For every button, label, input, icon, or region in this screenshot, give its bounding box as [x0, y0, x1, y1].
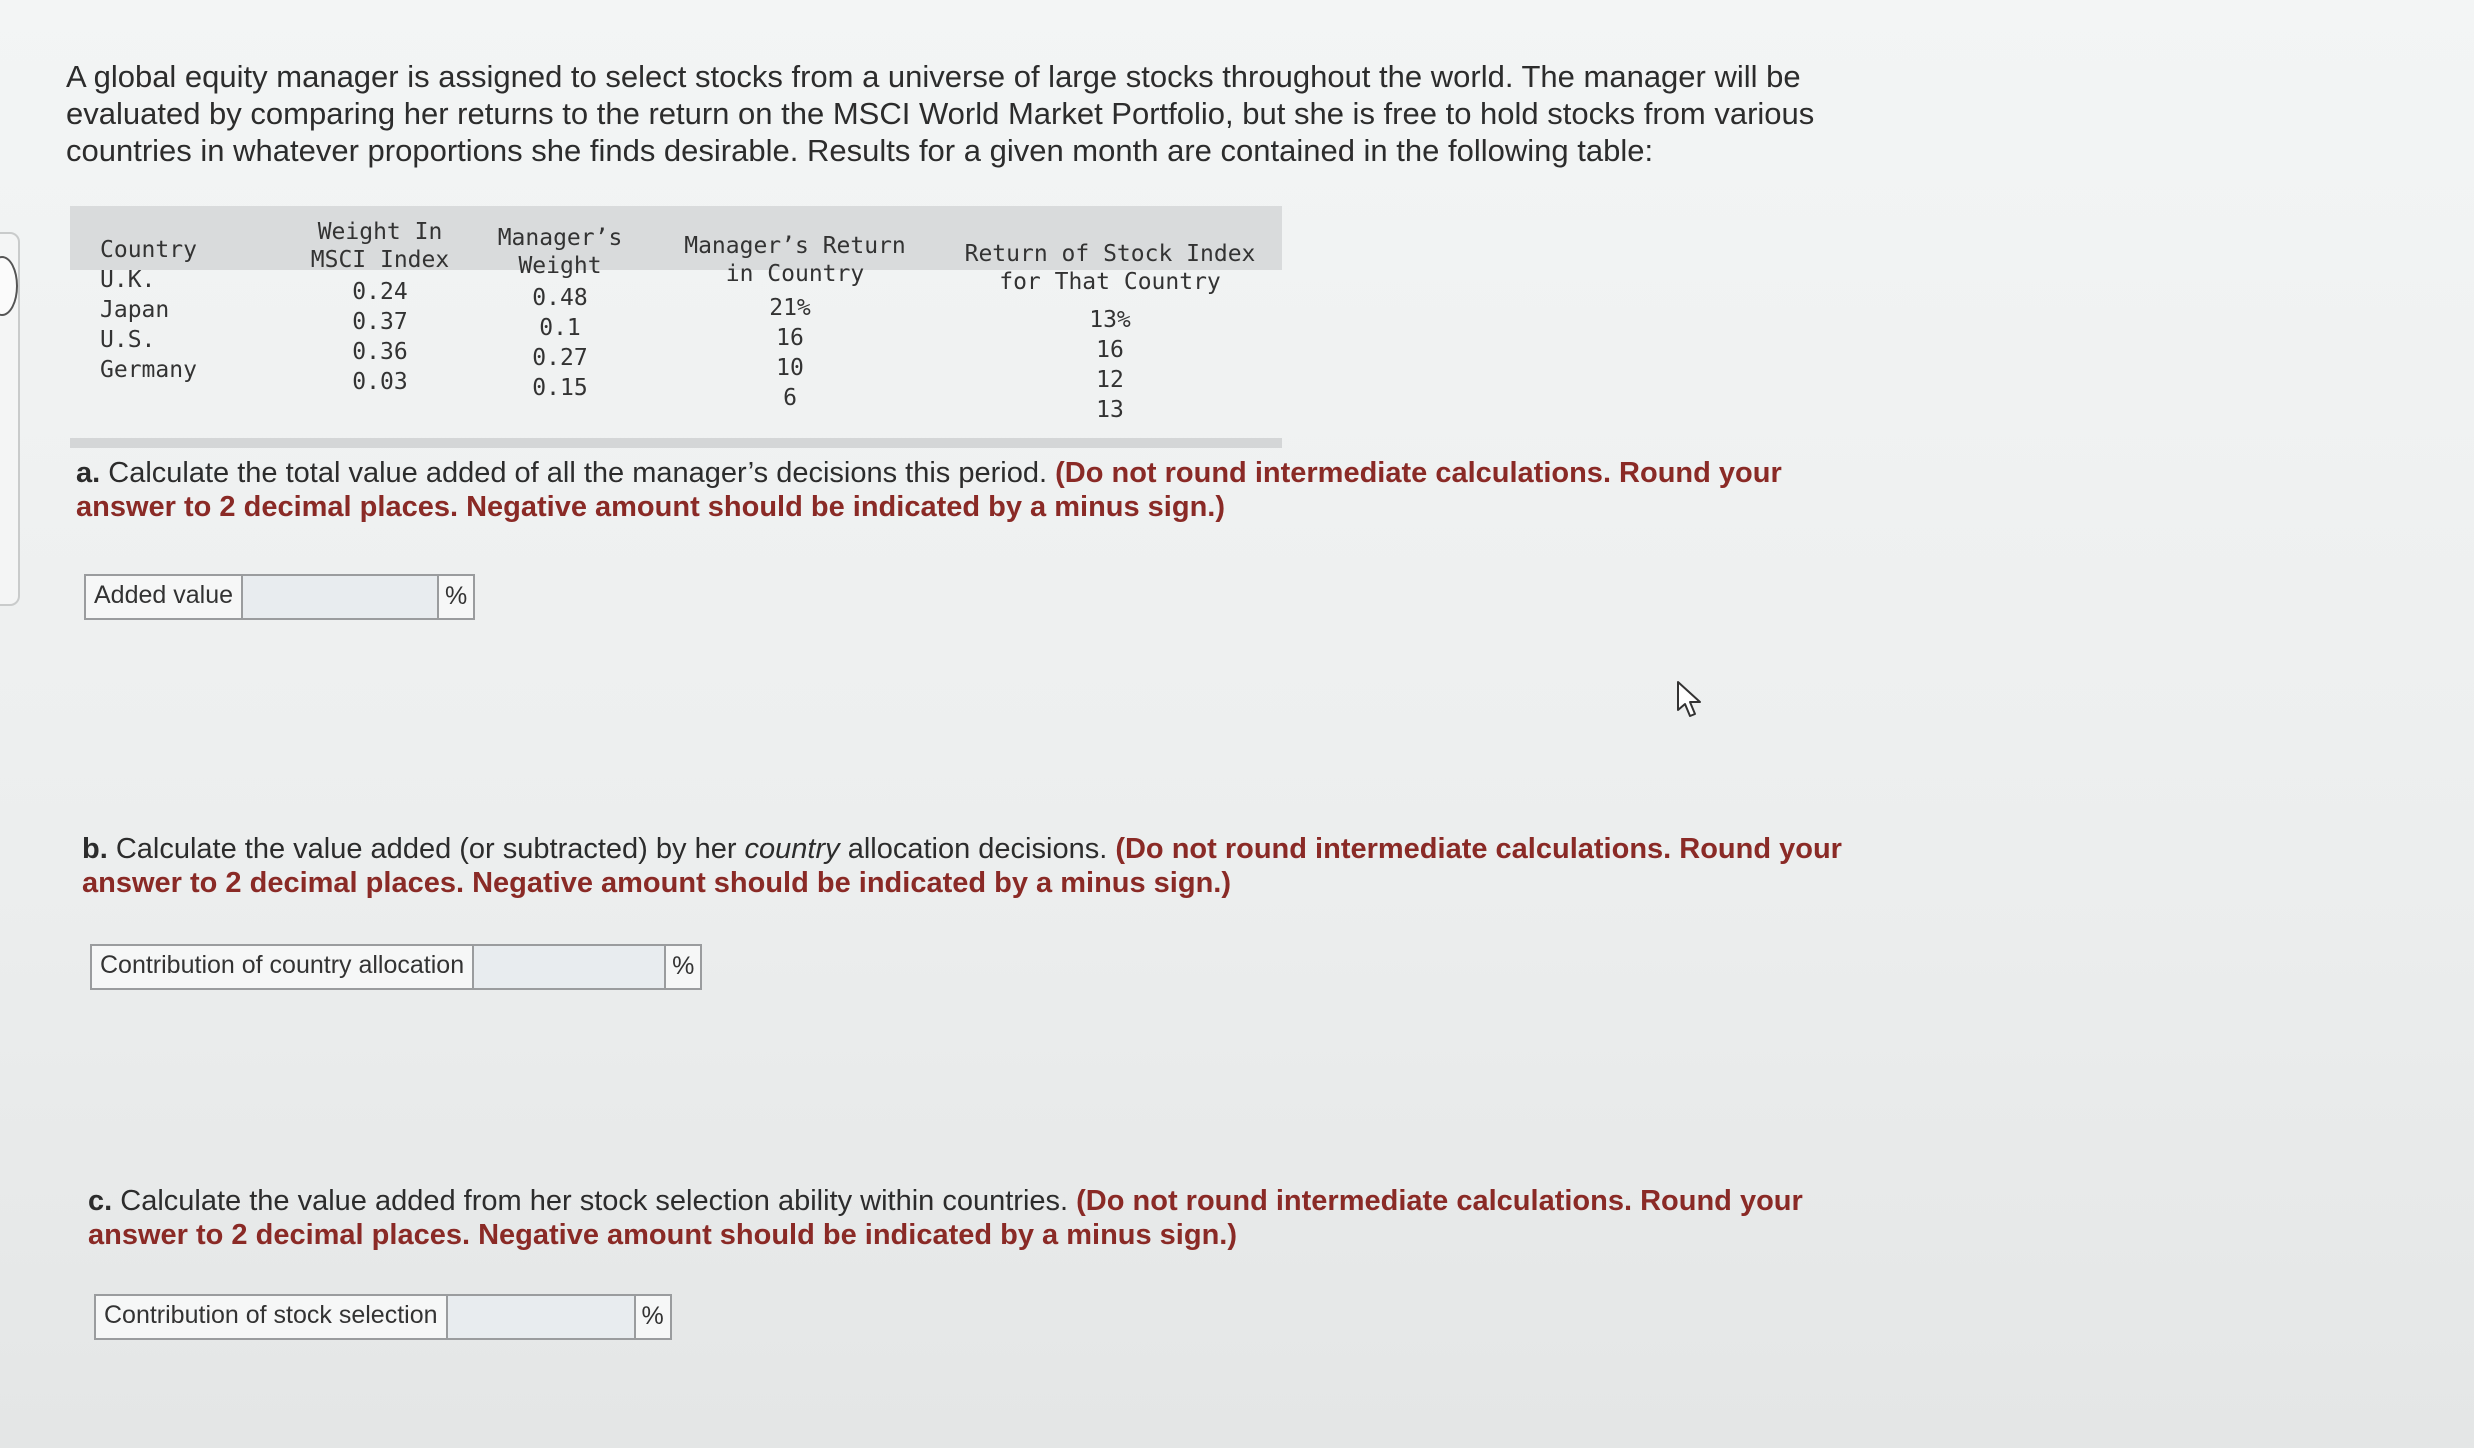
problem-intro: A global equity manager is assigned to select stocks from a universe of large stocks throughout the world. The manager will be evaluated by comparing her returns to the return on the MSCI World Market Portfolio, but she is free to hold stocks from various countries in whatever proportions she finds desirable. Results for a given month are contained in the following table: — [66, 59, 1815, 168]
header-manager-return-line1: Manager’s Return — [684, 233, 906, 259]
cell-msci-weight: 0.36 — [352, 339, 408, 365]
country-allocation-label: Contribution of country allocation — [92, 946, 474, 988]
cell-manager-weight: 0.1 — [539, 315, 581, 341]
mouse-cursor-icon — [1676, 680, 1704, 720]
table-bottom-rule — [70, 438, 1282, 448]
header-msci-weight-line2: MSCI Index — [310, 247, 450, 273]
header-msci-weight-line1: Weight In — [317, 219, 443, 245]
cell-index-return: 13% — [1089, 307, 1131, 333]
question-c-text: Calculate the value added from her stock selection ability within countries. — [120, 1185, 1069, 1217]
question-a — [76, 456, 1836, 524]
percent-unit: % — [672, 952, 695, 980]
header-country: Country — [100, 237, 197, 263]
question-b-text-after: allocation decisions. — [847, 833, 1108, 865]
cell-manager-weight: 0.27 — [532, 345, 588, 371]
cell-index-return: 12 — [1096, 367, 1124, 393]
country-allocation-row — [90, 944, 702, 990]
question-c-instruction: (Do not round intermediate calculations. Round your answer to 2 decimal places. Negative amount should be indicated by a minus sign.) — [88, 1185, 1803, 1251]
added-value-input[interactable] — [243, 576, 439, 618]
cell-manager-return: 10 — [776, 355, 804, 381]
question-a-letter: a. — [76, 457, 101, 489]
cell-manager-weight: 0.15 — [532, 375, 588, 401]
header-index-return-line2: for That Country — [999, 269, 1221, 295]
question-b-emphasis: country — [744, 833, 840, 865]
cell-manager-return: 6 — [783, 385, 797, 411]
percent-unit: % — [445, 582, 468, 610]
header-manager-return-line2: in Country — [725, 261, 865, 287]
cell-msci-weight: 0.24 — [352, 279, 408, 305]
country-allocation-input[interactable] — [474, 946, 666, 988]
added-value-row — [84, 574, 475, 620]
cell-index-return: 16 — [1096, 337, 1124, 363]
question-b-letter: b. — [82, 833, 108, 865]
header-manager-weight-line2: Weight — [518, 253, 602, 279]
cell-country: U.K. — [100, 267, 156, 293]
question-b-instruction: (Do not round intermediate calculations. Round your answer to 2 decimal places. Negative amount should be indicated by a minus sign.) — [82, 833, 1842, 899]
cell-manager-return: 21% — [769, 295, 811, 321]
cell-msci-weight: 0.03 — [352, 369, 408, 395]
added-value-label: Added value — [86, 576, 243, 618]
header-index-return-line1: Return of Stock Index — [964, 241, 1256, 267]
cell-manager-return: 16 — [776, 325, 804, 351]
question-c — [88, 1184, 1848, 1252]
cell-country: U.S. — [100, 327, 156, 353]
question-b-text-before: Calculate the value added (or subtracted) by her — [115, 833, 737, 865]
header-manager-weight-line1: Manager’s — [497, 225, 623, 251]
returns-table — [70, 206, 1282, 446]
cell-country: Japan — [100, 297, 170, 323]
cell-country: Germany — [100, 357, 197, 383]
question-a-text: Calculate the total value added of all the manager’s decisions this period. — [108, 457, 1048, 489]
percent-unit: % — [641, 1302, 664, 1330]
stock-selection-input[interactable] — [448, 1296, 636, 1338]
question-a-instruction: (Do not round intermediate calculations. Round your answer to 2 decimal places. Negative amount should be indicated by a minus sign.) — [76, 457, 1782, 523]
cell-msci-weight: 0.37 — [352, 309, 408, 335]
question-b — [82, 832, 1872, 900]
cell-index-return: 13 — [1096, 397, 1124, 423]
question-c-letter: c. — [88, 1185, 113, 1217]
stock-selection-label: Contribution of stock selection — [96, 1296, 448, 1338]
cell-manager-weight: 0.48 — [532, 285, 588, 311]
stock-selection-row — [94, 1294, 672, 1340]
